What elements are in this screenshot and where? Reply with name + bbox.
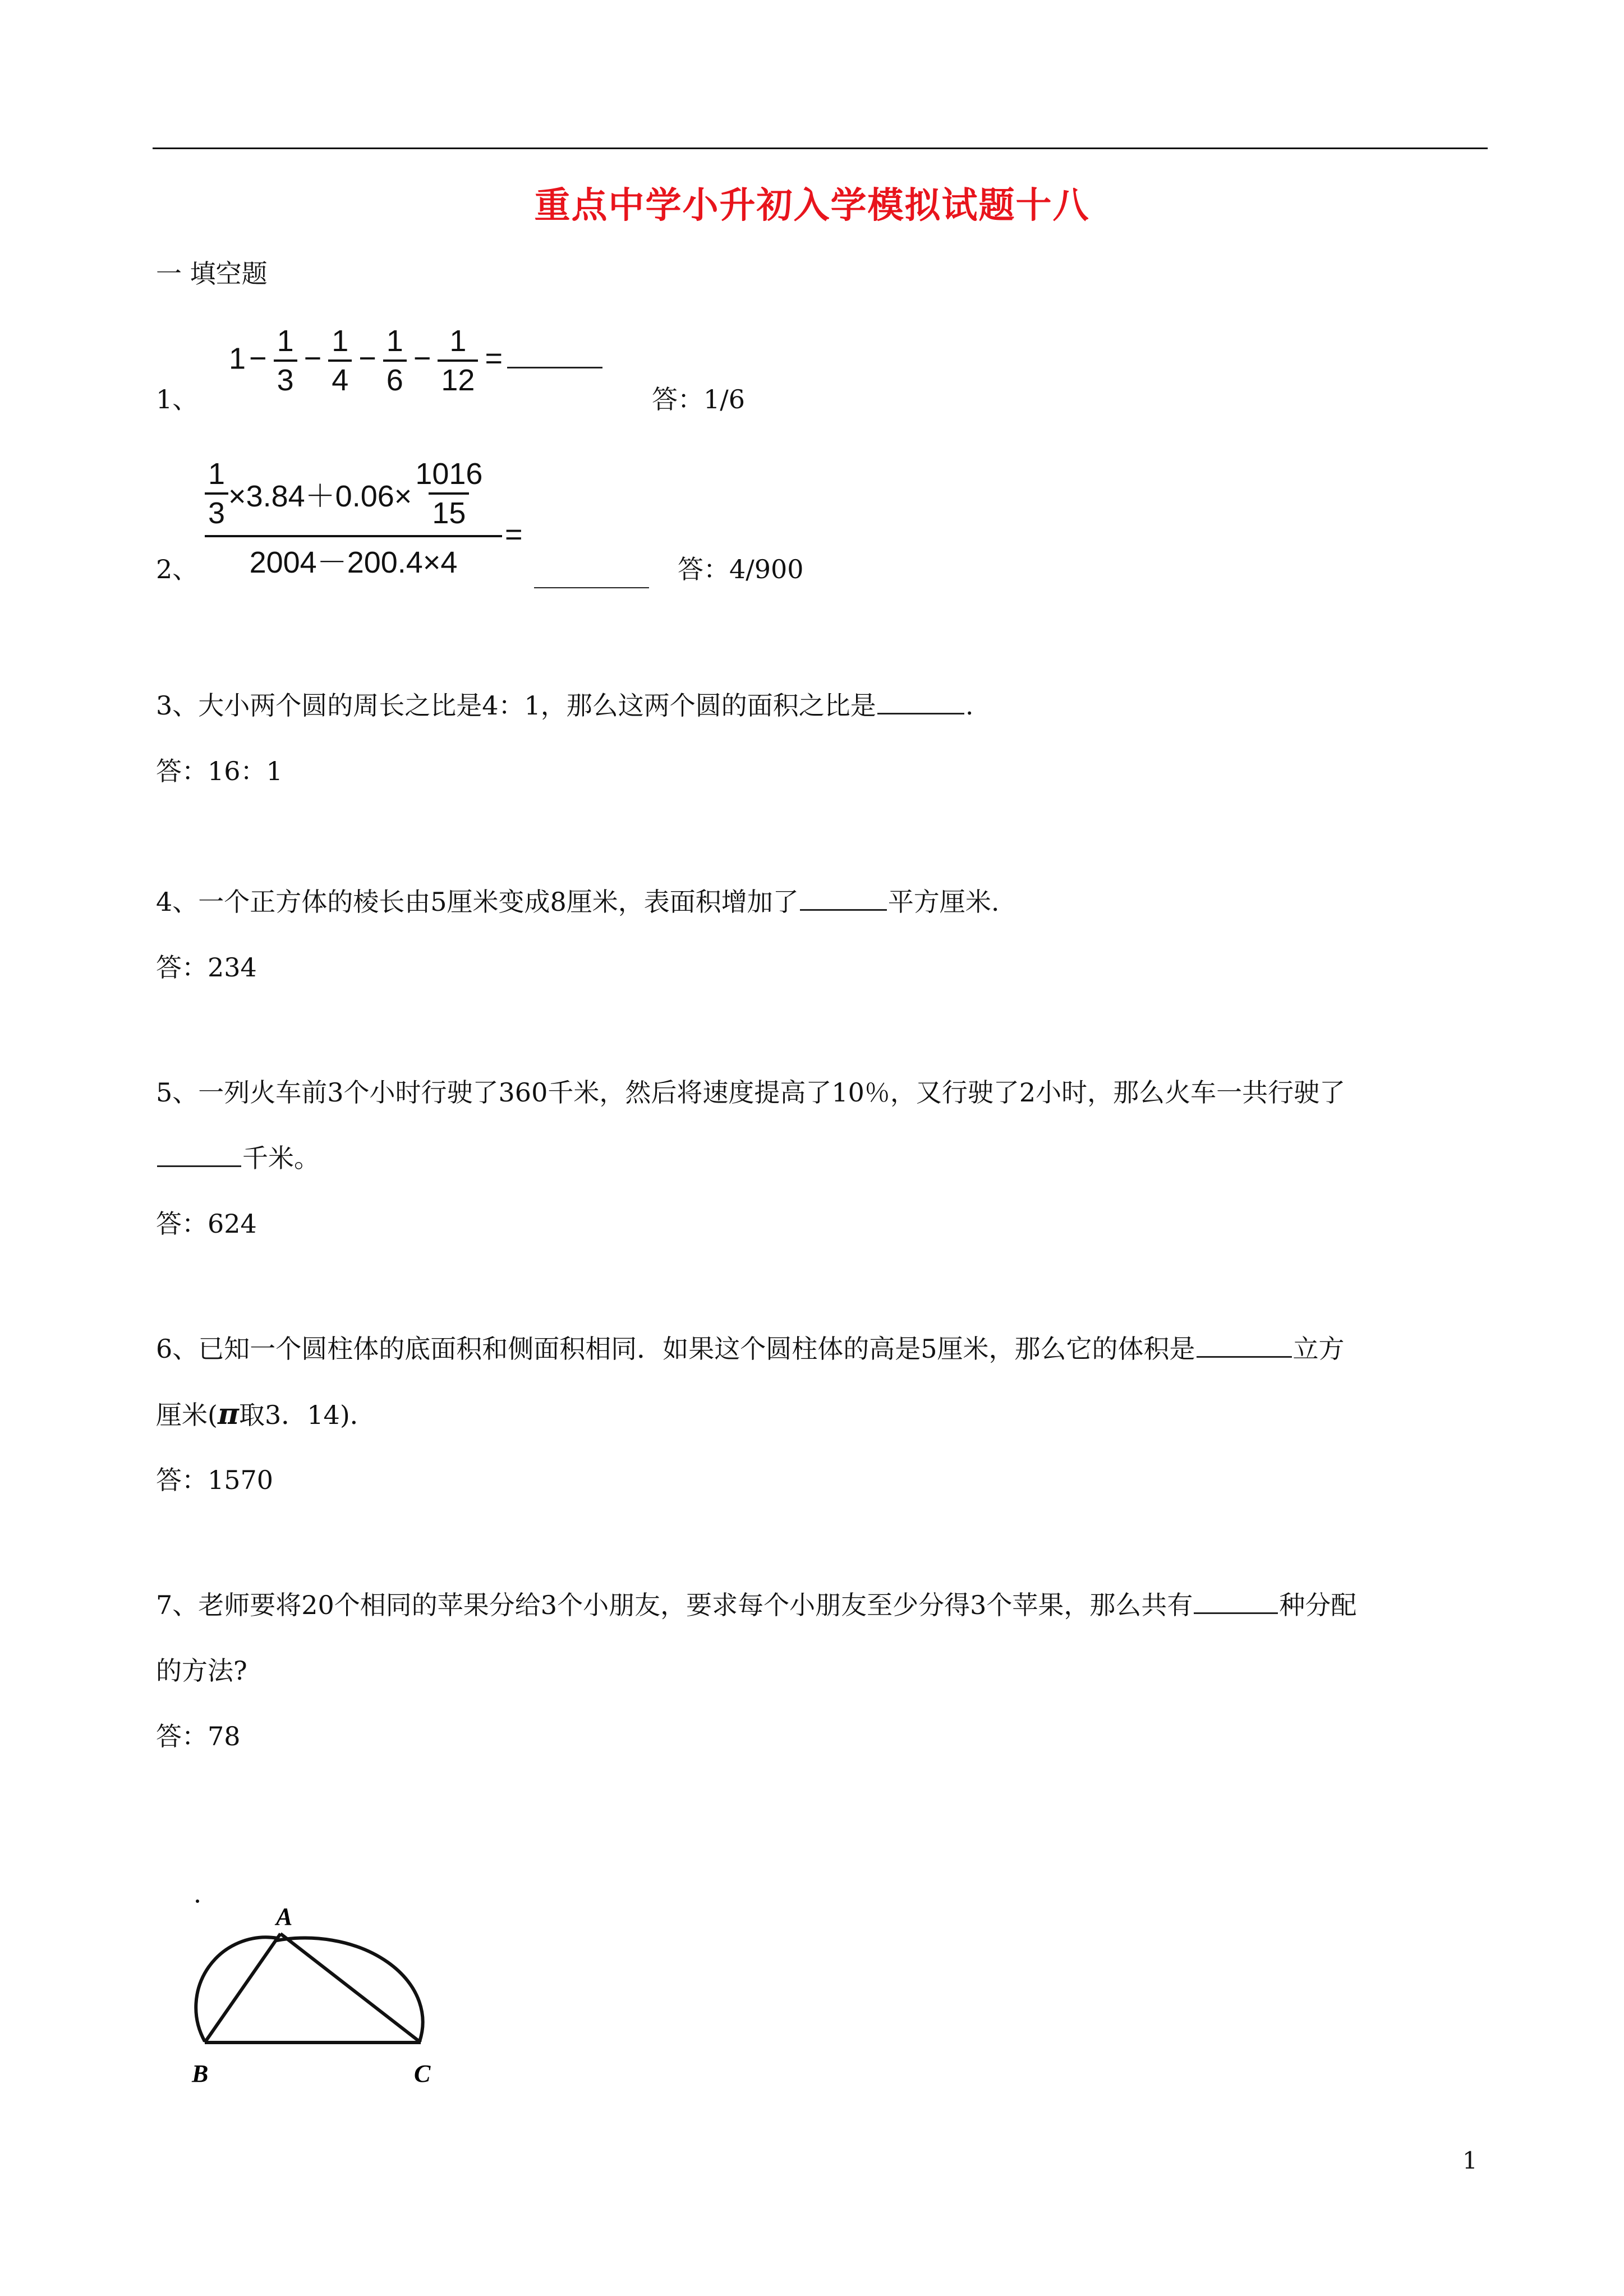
stray-dot (196, 1899, 199, 1903)
q3-text (156, 689, 973, 722)
q5-tail: 千米。 (242, 1143, 320, 1173)
header-rule (153, 147, 1488, 149)
section-heading: 一 填空题 (156, 259, 268, 289)
q1-expression (229, 322, 604, 399)
segment-ab (205, 1934, 280, 2043)
q1-minus: − (303, 342, 322, 376)
q1-fraction (383, 322, 407, 399)
answer-blank (533, 580, 650, 591)
answer-blank (877, 709, 964, 714)
q7-tail: 种分配 (1279, 1590, 1357, 1620)
q2-middle-term: ×3.84＋0.06× (228, 479, 412, 513)
answer-blank (157, 1162, 241, 1167)
fraction-numerator: 1 (449, 324, 467, 358)
q1-one: 1 (229, 342, 246, 376)
fraction-denominator: 12 (438, 359, 478, 399)
q6-line2-pre: 厘米( (156, 1400, 218, 1430)
q2-expression (205, 455, 502, 582)
q2-denominator: 2004－200.4×4 (205, 535, 502, 582)
q1-minus: − (358, 342, 376, 376)
q2-answer: 答：4/900 (678, 554, 804, 584)
q7-prompt: 7、老师要将20个相同的苹果分给3个小朋友，要求每个小朋友至少分得3个苹果，那么共有 (156, 1590, 1193, 1620)
q2-number: 2、 (156, 554, 199, 584)
geometry-figure (146, 1884, 505, 2097)
q6-answer: 答：1570 (156, 1465, 274, 1495)
q2-fraction-b (412, 455, 486, 532)
q5-line1: 5、一列火车前3个小时行驶了360千米，然后将速度提高了10％，又行驶了2小时，那么火车一共行驶了 (156, 1077, 1346, 1108)
q1-answer: 答：1/6 (652, 384, 746, 414)
fraction-numerator: 1 (208, 457, 226, 491)
page-title: 重点中学小升初入学模拟试题十八 (534, 185, 1090, 227)
q3-answer: 答：16：1 (156, 756, 283, 786)
q2-equals: = (505, 518, 523, 551)
q2-top-line (205, 455, 502, 532)
answer-blank (1197, 1353, 1292, 1358)
q6-tail: 立方 (1292, 1334, 1345, 1364)
q3-prompt: 3、大小两个圆的周长之比是4：1，那么这两个圆的面积之比是 (156, 690, 876, 721)
q7-answer: 答：78 (156, 1721, 241, 1751)
q3-tail: . (965, 690, 974, 721)
q6-line1 (156, 1332, 1345, 1366)
q1-fraction (274, 322, 297, 399)
q1-equals: = (485, 342, 503, 376)
fraction-numerator: 1 (277, 324, 294, 358)
q1-minus: − (249, 342, 267, 376)
fraction-numerator: 1016 (415, 457, 483, 491)
q4-tail: 平方厘米. (887, 887, 1000, 917)
q5-answer: 答：624 (156, 1209, 257, 1239)
page-number: 1 (1462, 2147, 1478, 2174)
q4-prompt: 4、一个正方体的棱长由5厘米变成8厘米，表面积增加了 (156, 887, 799, 917)
point-label-a: A (276, 1903, 293, 1930)
q6-line2 (156, 1398, 376, 1432)
q1-minus: − (413, 342, 431, 376)
q6-prompt: 6、已知一个圆柱体的底面积和侧面积相同．如果这个圆柱体的高是5厘米，那么它的体积是 (156, 1334, 1195, 1364)
q1-fraction (438, 322, 478, 399)
fraction-denominator: 3 (205, 492, 228, 532)
fraction-denominator: 4 (328, 359, 352, 399)
fraction-numerator: 1 (386, 324, 403, 358)
segment-ac (280, 1934, 421, 2043)
fraction-numerator: 1 (332, 324, 349, 358)
answer-blank (800, 906, 887, 911)
fraction-denominator: 3 (274, 359, 297, 399)
q7-line2: 的方法? (156, 1656, 247, 1686)
answer-blank (1194, 1609, 1278, 1614)
fraction-denominator: 6 (383, 359, 407, 399)
q7-line1 (156, 1588, 1356, 1622)
point-label-c: C (414, 2060, 431, 2087)
q4-answer: 答：234 (156, 952, 257, 983)
q1-fraction (328, 322, 352, 399)
q5-line2 (156, 1141, 320, 1175)
answer-blank (507, 363, 602, 368)
q4-text (156, 885, 999, 919)
pi-symbol: π (217, 1397, 240, 1431)
q2-fraction-a (205, 455, 228, 532)
q1-number: 1、 (156, 384, 199, 414)
q6-line2-post: 取3．14)． (239, 1400, 376, 1430)
point-label-b: B (192, 2060, 209, 2087)
fraction-denominator: 15 (429, 492, 469, 532)
